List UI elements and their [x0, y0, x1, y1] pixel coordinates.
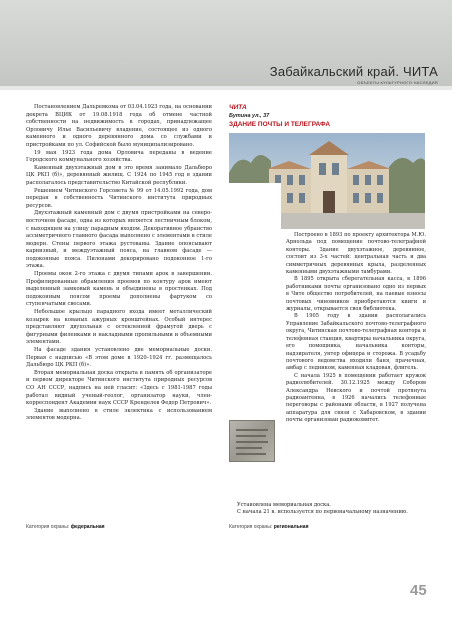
paragraph: В 1905 году в здании располагались Управление Забайкальского почтово-телеграфного округа, Читинская почтово-телеграфная контора и телефонная станция, квартиры начальника округа, его помощника, начальника конторы, надзирателя, унтер офицера и сторожа. В усадьбу почтового ведомства входили баня, прачечная, амбар с ледником, каменная кладовая, флигель. — [286, 313, 426, 372]
paragraph: Небольшое крыльцо парадного входа имеет металлический козырек на кованых ажурных кронштейнах. Особый интерес представляют двупольная с остекленной фрамугой дверь с фигурными филенками и накладными пропильными и объемными элементами. — [26, 309, 212, 346]
paragraph: Каменный двухэтажный дом в это время занимало Дальбюро ЦК РКП (б)», деревянный жилищ. С 1924 по 1945 год в здании располагалось представительство Китайской республики. — [26, 164, 212, 186]
paragraph: Постановлением Дальревкома от 03.04.1923 года, на основании декрета ВЦИК от 19.08.1918 года об отмене частной собственности на недвижимость в городах, принадлежащее Орловичу Илье Васильевичу владение, состоящее из одного каменного и одного деревянного дома со службами и пристройками по ул. Софийской было муниципализировано. — [26, 104, 212, 148]
paragraph: Решением Читинского Горсовета № 99 от 14.05.1992 года, дом передан в собственность Читинского института природных ресурсов. — [26, 187, 212, 209]
plaque-line — [236, 441, 268, 443]
category-value: федеральная — [70, 524, 105, 530]
page-header — [0, 0, 452, 86]
building-photo — [229, 133, 425, 229]
paragraph: Проемы окон 2-го этажа с двумя типами арок в завершении. Профилированные обрамления проемов по контуру арок имеют выделенный замковый камень и объединены в простенках. Под подоконным поясом проемы дополнены фартуком со ступенчатыми свесами. — [26, 271, 212, 308]
paragraph: Двухэтажный каменный дом с двумя пристройками на северо-восточном фасаде, одна из которых является лестничным блоком, с выходящем на улицу парадным входом. Декоративное убранство ассиметричного главного фасада выполнено с элементами в стиле модерн. Стены первого этажа рустованы. Здание опоясывают карнизный, и междуэтажный пояса, на главном фасаде — подоконные пояса. Пилонами декорировано подоконное 1-го этажа. — [26, 210, 212, 270]
header-subtitle: ОБЪЕКТЫ КУЛЬТУРНОГО НАСЛЕДИЯ — [357, 80, 438, 85]
plaque-line — [236, 447, 262, 449]
right-column-text — [286, 232, 426, 425]
category-left — [26, 524, 105, 530]
paragraph: На фасаде здания установлено две мемориальные доски. Первая с надписью «В этом доме в 1920–1924 гг. размещалось Дальбюро ЦК РКП (б)». — [26, 347, 212, 369]
paragraph: Построено в 1893 по проекту архитектора М.Ю. Арнольда под помещение почтово-телеграфной конторы. Здание двухэтажное, деревянное, состоит из 3-х частей: центральная часть и два симметричных деревянных крыла, разделенных каменными двухэтажными тамбурами. — [286, 232, 426, 276]
paragraph: Вторая мемориальная доска открыта в память об организаторе и первом директоре Читинского института природных ресурсов СО АН СССР, надпись на ней гласит: «Здесь с 1981-1987 годы работал видный ученый-геолог, организатор науки, член- корреспондент Академии наук СССР Кренделев Федор Петрович». — [26, 369, 212, 407]
paragraph: Здание выполнено в стиле эклектика с использованием элементов модерна. — [26, 407, 212, 422]
paragraph: Установлена мемориальная доска. — [237, 502, 331, 508]
paragraph: В 1895 открыта сберегательная касса, в 1896 работниками почты организовано одно из первых в Чите общество потребителей, на паевые взносы почтовых чиновников приобретаются книги и журналы, открывается своя библиотека. — [286, 276, 426, 313]
plaque-line — [236, 453, 266, 455]
header-title: Забайкальский край. ЧИТА — [269, 64, 438, 79]
paragraph: С начала 21 в. используется по первоначальному назначению. — [237, 509, 408, 516]
paragraph: С начала 1925 в помещении работает кружок радиолюбителей. 30.12.1925 между Собором Александра Невского и почтой протянута радиоантенна, в 1926 начались телефонные переговоры с районами области, в 1927 получена аппаратура для связи с Хабаровском, в здании почты организован радиокомитет. — [286, 372, 426, 424]
city-name: ЧИТА — [229, 104, 247, 111]
object-address: Бутина ул., 37 — [229, 113, 270, 119]
photo-text-cutout — [229, 183, 281, 229]
category-right — [229, 524, 309, 530]
category-label: Категория охраны: — [229, 524, 274, 530]
plaque-line — [236, 429, 268, 431]
object-heading — [229, 104, 429, 128]
category-label: Категория охраны: — [26, 524, 71, 530]
right-bottom-text — [229, 502, 429, 517]
plaque-line — [236, 435, 266, 437]
object-title: ЗДАНИЕ ПОЧТЫ И ТЕЛЕГРАФА — [229, 121, 331, 128]
left-column-text — [26, 104, 212, 423]
paragraph: 19 мая 1923 года дома Орловича переданы в ведение Городского коммунального хозяйства. — [26, 149, 212, 164]
page-number: 45 — [410, 582, 427, 599]
header-divider — [0, 86, 452, 90]
memorial-plaque-photo — [229, 420, 275, 462]
category-value: региональная — [273, 524, 309, 530]
